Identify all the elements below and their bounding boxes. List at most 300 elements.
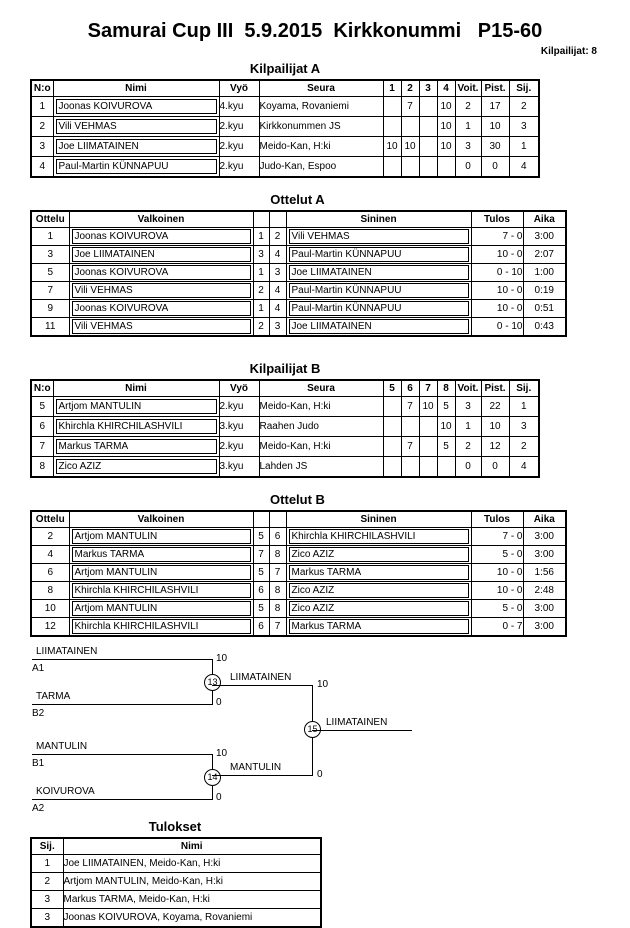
cell-match: 4 bbox=[31, 546, 69, 564]
table-row bbox=[31, 264, 566, 282]
cell-match: 12 bbox=[31, 618, 69, 637]
cell-white bbox=[69, 564, 253, 582]
cell-match: 7 bbox=[31, 282, 69, 300]
name-box: Vili VEHMAS bbox=[72, 283, 251, 298]
cell-bno: 7 bbox=[269, 564, 286, 582]
table-body bbox=[31, 397, 539, 478]
name-box: Joonas KOIVUROVA bbox=[56, 99, 217, 114]
col-header-points: Pist. bbox=[481, 380, 509, 397]
cell-result: 0 - 10 bbox=[471, 318, 523, 337]
col-header-name: Nimi bbox=[63, 838, 321, 855]
cell-points: 22 bbox=[481, 397, 509, 417]
bracket-score: 10 bbox=[317, 679, 329, 690]
bracket-line bbox=[312, 730, 412, 731]
bracket-line bbox=[32, 754, 212, 755]
cell-time: 2:48 bbox=[523, 582, 566, 600]
bracket-line bbox=[32, 704, 212, 705]
table-row bbox=[31, 546, 566, 564]
col-header-no: N:o bbox=[31, 380, 53, 397]
cell-points: 0 bbox=[481, 457, 509, 478]
cell-bno: 8 bbox=[269, 600, 286, 618]
cell-blue bbox=[286, 546, 471, 564]
col-header-belt: Vyö bbox=[219, 80, 259, 97]
competitors-count: Kilpailijat: 8 bbox=[540, 46, 597, 57]
col-header-empty bbox=[253, 511, 269, 528]
name-box: Vili VEHMAS bbox=[289, 229, 469, 244]
table-body bbox=[31, 528, 566, 637]
ottelut-b-table bbox=[30, 510, 567, 637]
cell-blue bbox=[286, 228, 471, 246]
cell-place: 2 bbox=[509, 97, 539, 117]
cell-blue bbox=[286, 264, 471, 282]
bracket-competitor-name: KOIVUROVA bbox=[36, 786, 95, 797]
cell-wno: 5 bbox=[253, 528, 269, 546]
cell-place: 1 bbox=[31, 855, 63, 873]
cell-c5 bbox=[383, 417, 401, 437]
col-header-no: N:o bbox=[31, 80, 53, 97]
cell-wins: 3 bbox=[455, 397, 481, 417]
cell-result: 7 - 0 bbox=[471, 228, 523, 246]
cell-bno: 3 bbox=[269, 318, 286, 337]
bracket-score: 10 bbox=[216, 748, 228, 759]
cell-c5 bbox=[383, 457, 401, 478]
cell-wno: 5 bbox=[253, 564, 269, 582]
section-heading-ottelut-a: Ottelut A bbox=[270, 192, 325, 207]
cell-blue bbox=[286, 618, 471, 637]
section-heading-ottelut-b: Ottelut B bbox=[270, 492, 325, 507]
cell-wno: 7 bbox=[253, 546, 269, 564]
cell-c7 bbox=[419, 437, 437, 457]
cell-time: 3:00 bbox=[523, 228, 566, 246]
name-box: Paul-Martin KÜNNAPUU bbox=[289, 301, 469, 316]
bracket-score: 10 bbox=[216, 653, 228, 664]
cell-wins: 1 bbox=[455, 417, 481, 437]
name-box: Paul-Martin KÜNNAPUU bbox=[289, 247, 469, 262]
cell-name bbox=[53, 117, 219, 137]
cell-belt: 4.kyu bbox=[219, 97, 259, 117]
col-header-4: 4 bbox=[437, 80, 455, 97]
cell-white bbox=[69, 546, 253, 564]
cell-blue bbox=[286, 282, 471, 300]
cell-result: 0 - 7 bbox=[471, 618, 523, 637]
col-header-blue: Sininen bbox=[286, 511, 471, 528]
cell-white bbox=[69, 282, 253, 300]
header-row bbox=[31, 511, 566, 528]
cell-c3 bbox=[419, 137, 437, 157]
cell-match: 2 bbox=[31, 528, 69, 546]
final-bracket bbox=[0, 643, 630, 815]
cell-club: Kirkkonummen JS bbox=[259, 117, 383, 137]
name-box: Zico AZIZ bbox=[289, 547, 469, 562]
table-row bbox=[31, 528, 566, 546]
cell-wno: 1 bbox=[253, 264, 269, 282]
bracket-seed: A2 bbox=[32, 803, 45, 814]
col-header-place: Sij. bbox=[509, 380, 539, 397]
cell-c8: 10 bbox=[437, 417, 455, 437]
col-header-8: 8 bbox=[437, 380, 455, 397]
cell-place: 3 bbox=[509, 117, 539, 137]
col-header-3: 3 bbox=[419, 80, 437, 97]
table-row bbox=[31, 457, 539, 478]
cell-c7 bbox=[419, 417, 437, 437]
name-box: Joe LIIMATAINEN bbox=[289, 265, 469, 280]
col-header-2: 2 bbox=[401, 80, 419, 97]
col-header-empty bbox=[253, 211, 269, 228]
name-box: Khirchla KHIRCHILASHVILI bbox=[56, 419, 217, 434]
cell-bno: 6 bbox=[269, 528, 286, 546]
cell-blue bbox=[286, 600, 471, 618]
name-box: Vili VEHMAS bbox=[56, 119, 217, 134]
table-row bbox=[31, 97, 539, 117]
cell-place: 3 bbox=[31, 909, 63, 928]
name-box: Zico AZIZ bbox=[289, 583, 469, 598]
cell-no: 3 bbox=[31, 137, 53, 157]
table-row bbox=[31, 417, 539, 437]
name-box: Joonas KOIVUROVA bbox=[72, 301, 251, 316]
cell-no: 8 bbox=[31, 457, 53, 478]
name-box: Joe LIIMATAINEN bbox=[56, 139, 217, 154]
cell-c6: 7 bbox=[401, 437, 419, 457]
cell-points: 12 bbox=[481, 437, 509, 457]
cell-c4: 10 bbox=[437, 137, 455, 157]
cell-belt: 2.kyu bbox=[219, 437, 259, 457]
cell-time: 0:43 bbox=[523, 318, 566, 337]
col-header-6: 6 bbox=[401, 380, 419, 397]
col-header-name: Nimi bbox=[53, 380, 219, 397]
cell-club: Raahen Judo bbox=[259, 417, 383, 437]
bracket-competitor-name: LIIMATAINEN bbox=[36, 646, 98, 657]
name-box: Markus TARMA bbox=[289, 619, 469, 634]
table-row bbox=[31, 246, 566, 264]
cell-name bbox=[53, 397, 219, 417]
cell-c3 bbox=[419, 97, 437, 117]
col-header-wins: Voit. bbox=[455, 80, 481, 97]
cell-result: 10 - 0 bbox=[471, 300, 523, 318]
cell-c8 bbox=[437, 457, 455, 478]
col-header-blue: Sininen bbox=[286, 211, 471, 228]
cell-name: Joonas KOIVUROVA, Koyama, Rovaniemi bbox=[63, 909, 321, 928]
bracket-competitor-name: TARMA bbox=[36, 691, 71, 702]
table-row bbox=[31, 891, 321, 909]
cell-blue bbox=[286, 318, 471, 337]
col-header-result: Tulos bbox=[471, 211, 523, 228]
name-box: Khirchla KHIRCHILASHVILI bbox=[72, 619, 251, 634]
cell-belt: 2.kyu bbox=[219, 157, 259, 178]
col-header-empty bbox=[269, 511, 286, 528]
table-row bbox=[31, 117, 539, 137]
cell-time: 1:56 bbox=[523, 564, 566, 582]
bracket-line bbox=[212, 775, 313, 776]
cell-blue bbox=[286, 582, 471, 600]
table-row bbox=[31, 318, 566, 337]
cell-place: 4 bbox=[509, 457, 539, 478]
cell-place: 4 bbox=[509, 157, 539, 178]
cell-wno: 6 bbox=[253, 582, 269, 600]
ottelut-a-table bbox=[30, 210, 567, 337]
header-row bbox=[31, 211, 566, 228]
name-box: Artjom MANTULIN bbox=[56, 399, 217, 414]
section-heading-kilpailijat-a: Kilpailijat A bbox=[249, 61, 321, 76]
cell-wins: 0 bbox=[455, 457, 481, 478]
cell-c8: 5 bbox=[437, 397, 455, 417]
col-header-time: Aika bbox=[523, 211, 566, 228]
cell-c8: 5 bbox=[437, 437, 455, 457]
cell-blue bbox=[286, 246, 471, 264]
cell-belt: 2.kyu bbox=[219, 397, 259, 417]
bracket-score: 0 bbox=[317, 769, 323, 780]
bracket-winner-name: LIIMATAINEN bbox=[326, 717, 388, 728]
col-header-time: Aika bbox=[523, 511, 566, 528]
cell-c4: 10 bbox=[437, 97, 455, 117]
cell-points: 30 bbox=[481, 137, 509, 157]
table-row bbox=[31, 397, 539, 417]
cell-wno: 1 bbox=[253, 228, 269, 246]
col-header-wins: Voit. bbox=[455, 380, 481, 397]
cell-bno: 4 bbox=[269, 246, 286, 264]
cell-match: 3 bbox=[31, 246, 69, 264]
cell-wins: 2 bbox=[455, 437, 481, 457]
cell-c1 bbox=[383, 97, 401, 117]
cell-name bbox=[53, 437, 219, 457]
cell-name bbox=[53, 157, 219, 178]
header-row bbox=[31, 380, 539, 397]
cell-match: 1 bbox=[31, 228, 69, 246]
cell-name: Joe LIIMATAINEN, Meido-Kan, H:ki bbox=[63, 855, 321, 873]
cell-c6 bbox=[401, 417, 419, 437]
cell-wins: 3 bbox=[455, 137, 481, 157]
col-header-empty bbox=[269, 211, 286, 228]
cell-c6: 7 bbox=[401, 397, 419, 417]
cell-club: Lahden JS bbox=[259, 457, 383, 478]
cell-result: 10 - 0 bbox=[471, 564, 523, 582]
bracket-seed: B2 bbox=[32, 708, 45, 719]
cell-belt: 3.kyu bbox=[219, 457, 259, 478]
name-box: Zico AZIZ bbox=[56, 459, 217, 474]
cell-c2: 7 bbox=[401, 97, 419, 117]
name-box: Vili VEHMAS bbox=[72, 319, 251, 334]
cell-white bbox=[69, 300, 253, 318]
col-header-white: Valkoinen bbox=[69, 211, 253, 228]
cell-result: 0 - 10 bbox=[471, 264, 523, 282]
cell-belt: 2.kyu bbox=[219, 137, 259, 157]
col-header-white: Valkoinen bbox=[69, 511, 253, 528]
cell-match: 6 bbox=[31, 564, 69, 582]
name-box: Paul-Martin KÜNNAPUU bbox=[289, 283, 469, 298]
table-row bbox=[31, 137, 539, 157]
cell-wno: 5 bbox=[253, 600, 269, 618]
cell-place: 3 bbox=[509, 417, 539, 437]
bracket-seed: B1 bbox=[32, 758, 45, 769]
col-header-club: Seura bbox=[259, 80, 383, 97]
cell-time: 3:00 bbox=[523, 528, 566, 546]
col-header-5: 5 bbox=[383, 380, 401, 397]
header-row bbox=[31, 80, 539, 97]
col-header-place: Sij. bbox=[509, 80, 539, 97]
name-box: Artjom MANTULIN bbox=[72, 565, 251, 580]
bracket-line bbox=[212, 685, 313, 686]
section-heading-kilpailijat-b: Kilpailijat B bbox=[249, 361, 321, 376]
name-box: Joonas KOIVUROVA bbox=[72, 265, 251, 280]
cell-white bbox=[69, 528, 253, 546]
cell-wins: 0 bbox=[455, 157, 481, 178]
col-header-name: Nimi bbox=[53, 80, 219, 97]
cell-place: 3 bbox=[31, 891, 63, 909]
col-header-match: Ottelu bbox=[31, 511, 69, 528]
cell-bno: 4 bbox=[269, 300, 286, 318]
cell-white bbox=[69, 228, 253, 246]
cell-white bbox=[69, 600, 253, 618]
cell-time: 0:51 bbox=[523, 300, 566, 318]
cell-c1 bbox=[383, 117, 401, 137]
cell-no: 7 bbox=[31, 437, 53, 457]
cell-no: 4 bbox=[31, 157, 53, 178]
table-row bbox=[31, 582, 566, 600]
cell-blue bbox=[286, 528, 471, 546]
name-box: Zico AZIZ bbox=[289, 601, 469, 616]
table-body bbox=[31, 97, 539, 178]
cell-c4: 10 bbox=[437, 117, 455, 137]
name-box: Artjom MANTULIN bbox=[72, 529, 251, 544]
cell-result: 5 - 0 bbox=[471, 600, 523, 618]
cell-place: 1 bbox=[509, 397, 539, 417]
col-header-match: Ottelu bbox=[31, 211, 69, 228]
table-row bbox=[31, 228, 566, 246]
table-row bbox=[31, 157, 539, 178]
cell-place: 2 bbox=[509, 437, 539, 457]
cell-result: 7 - 0 bbox=[471, 528, 523, 546]
cell-c7: 10 bbox=[419, 397, 437, 417]
cell-c1 bbox=[383, 157, 401, 178]
col-header-points: Pist. bbox=[481, 80, 509, 97]
cell-wno: 2 bbox=[253, 282, 269, 300]
cell-belt: 2.kyu bbox=[219, 117, 259, 137]
cell-c5 bbox=[383, 397, 401, 417]
tulokset-table bbox=[30, 837, 322, 928]
cell-time: 3:00 bbox=[523, 546, 566, 564]
table-row bbox=[31, 282, 566, 300]
bracket-line bbox=[32, 799, 212, 800]
table-body bbox=[31, 228, 566, 337]
cell-c2 bbox=[401, 157, 419, 178]
bracket-seed: A1 bbox=[32, 663, 45, 674]
cell-c3 bbox=[419, 157, 437, 178]
cell-c2 bbox=[401, 117, 419, 137]
cell-wno: 6 bbox=[253, 618, 269, 637]
cell-c2: 10 bbox=[401, 137, 419, 157]
cell-result: 10 - 0 bbox=[471, 582, 523, 600]
cell-match: 10 bbox=[31, 600, 69, 618]
cell-club: Judo-Kan, Espoo bbox=[259, 157, 383, 178]
cell-no: 6 bbox=[31, 417, 53, 437]
name-box: Paul-Martin KÜNNAPUU bbox=[56, 159, 217, 174]
cell-place: 1 bbox=[509, 137, 539, 157]
cell-blue bbox=[286, 564, 471, 582]
page-title: Samurai Cup III 5.9.2015 Kirkkonummi P15-60 bbox=[87, 20, 543, 42]
cell-wno: 1 bbox=[253, 300, 269, 318]
cell-club: Meido-Kan, H:ki bbox=[259, 397, 383, 417]
name-box: Artjom MANTULIN bbox=[72, 601, 251, 616]
cell-white bbox=[69, 582, 253, 600]
section-heading-tulokset: Tulokset bbox=[148, 819, 202, 834]
cell-time: 2:07 bbox=[523, 246, 566, 264]
cell-club: Meido-Kan, H:ki bbox=[259, 437, 383, 457]
cell-bno: 8 bbox=[269, 546, 286, 564]
cell-bno: 3 bbox=[269, 264, 286, 282]
cell-name bbox=[53, 457, 219, 478]
cell-time: 0:19 bbox=[523, 282, 566, 300]
cell-club: Koyama, Rovaniemi bbox=[259, 97, 383, 117]
cell-c4 bbox=[437, 157, 455, 178]
table-row bbox=[31, 600, 566, 618]
col-header-7: 7 bbox=[419, 380, 437, 397]
cell-c5 bbox=[383, 437, 401, 457]
cell-name: Artjom MANTULIN, Meido-Kan, H:ki bbox=[63, 873, 321, 891]
cell-bno: 7 bbox=[269, 618, 286, 637]
cell-name bbox=[53, 137, 219, 157]
kilpailijat-b-table bbox=[30, 379, 540, 478]
cell-club: Meido-Kan, H:ki bbox=[259, 137, 383, 157]
cell-time: 1:00 bbox=[523, 264, 566, 282]
name-box: Markus TARMA bbox=[72, 547, 251, 562]
cell-name bbox=[53, 417, 219, 437]
cell-time: 3:00 bbox=[523, 618, 566, 637]
cell-wno: 2 bbox=[253, 318, 269, 337]
cell-match: 11 bbox=[31, 318, 69, 337]
bracket-line bbox=[32, 659, 212, 660]
cell-match: 9 bbox=[31, 300, 69, 318]
bracket-winner-name: LIIMATAINEN bbox=[230, 672, 292, 683]
cell-white bbox=[69, 618, 253, 637]
cell-bno: 4 bbox=[269, 282, 286, 300]
cell-no: 1 bbox=[31, 97, 53, 117]
cell-wno: 3 bbox=[253, 246, 269, 264]
match-number-badge: 15 bbox=[304, 721, 321, 738]
cell-c6 bbox=[401, 457, 419, 478]
cell-no: 5 bbox=[31, 397, 53, 417]
match-number-badge: 14 bbox=[204, 769, 221, 786]
cell-result: 10 - 0 bbox=[471, 282, 523, 300]
name-box: Markus TARMA bbox=[289, 565, 469, 580]
cell-time: 3:00 bbox=[523, 600, 566, 618]
cell-name bbox=[53, 97, 219, 117]
col-header-1: 1 bbox=[383, 80, 401, 97]
cell-white bbox=[69, 264, 253, 282]
cell-white bbox=[69, 318, 253, 337]
cell-place: 2 bbox=[31, 873, 63, 891]
col-header-club: Seura bbox=[259, 380, 383, 397]
name-box: Khirchla KHIRCHILASHVILI bbox=[289, 529, 469, 544]
cell-c1: 10 bbox=[383, 137, 401, 157]
cell-points: 17 bbox=[481, 97, 509, 117]
cell-blue bbox=[286, 300, 471, 318]
cell-belt: 3.kyu bbox=[219, 417, 259, 437]
name-box: Joe LIIMATAINEN bbox=[72, 247, 251, 262]
cell-white bbox=[69, 246, 253, 264]
cell-name: Markus TARMA, Meido-Kan, H:ki bbox=[63, 891, 321, 909]
cell-bno: 8 bbox=[269, 582, 286, 600]
name-box: Joonas KOIVUROVA bbox=[72, 229, 251, 244]
bracket-score: 0 bbox=[216, 792, 222, 803]
match-number-badge: 13 bbox=[204, 674, 221, 691]
header-row bbox=[31, 838, 321, 855]
table-row bbox=[31, 873, 321, 891]
cell-c3 bbox=[419, 117, 437, 137]
cell-wins: 1 bbox=[455, 117, 481, 137]
name-box: Joe LIIMATAINEN bbox=[289, 319, 469, 334]
table-row bbox=[31, 618, 566, 637]
cell-match: 8 bbox=[31, 582, 69, 600]
name-box: Markus TARMA bbox=[56, 439, 217, 454]
